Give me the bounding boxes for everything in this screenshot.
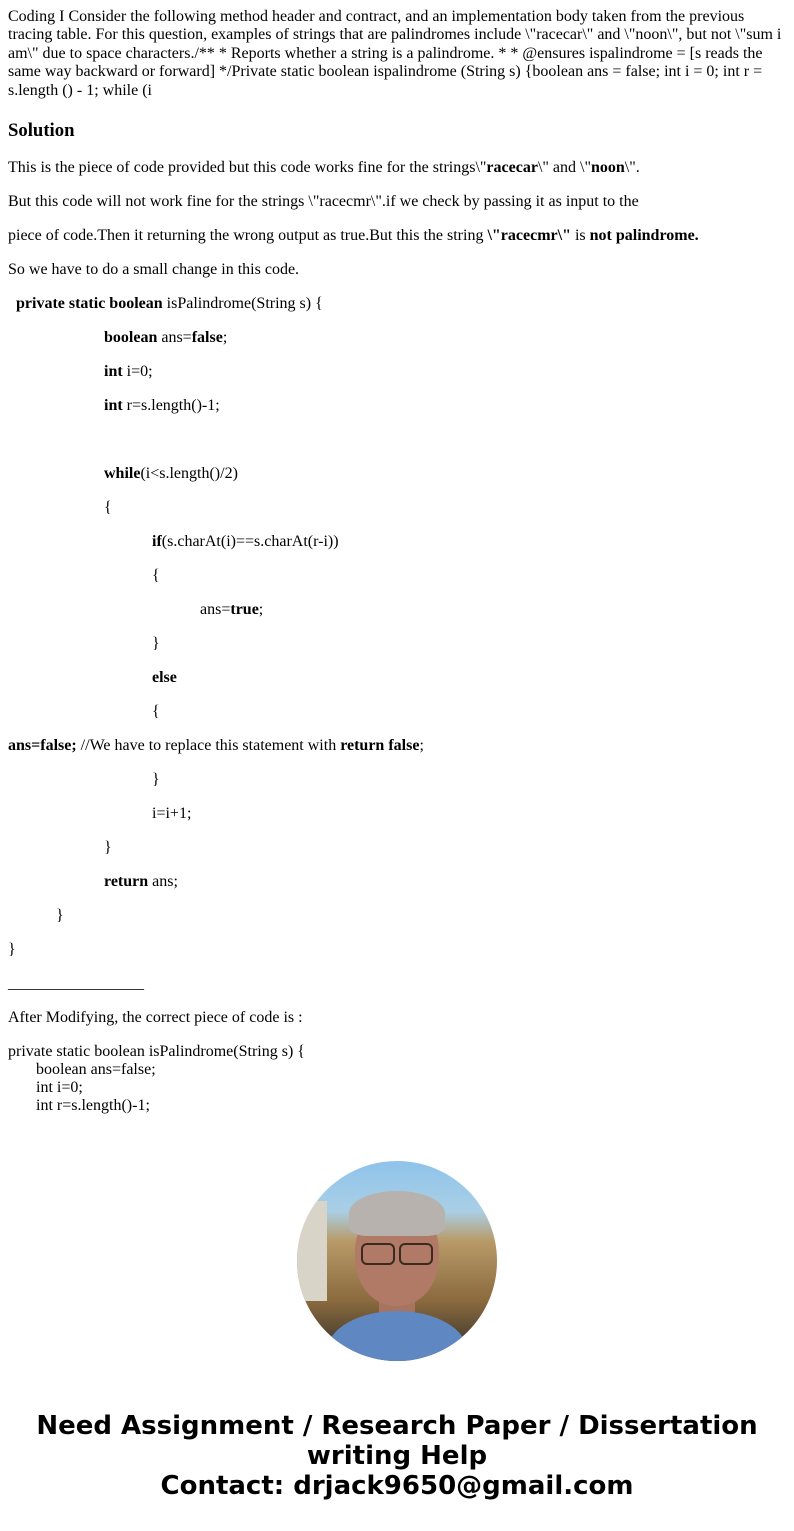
text-segment: ans; (148, 873, 178, 891)
text-segment: r=s.length()-1; (122, 397, 220, 415)
code-line (8, 533, 786, 551)
text-segment: piece of code.Then it returning the wrong output as true.But this the string (8, 227, 488, 245)
code-line (8, 771, 786, 789)
text-segment: But this code will not work fine for the strings \"racecmr\".if we check by passing it as input to the (8, 193, 639, 211)
bold-text: not palindrome. (589, 227, 699, 245)
document (0, 8, 794, 1115)
text-segment: } (8, 941, 16, 959)
text-segment: } (104, 839, 112, 857)
bold-text: int (104, 397, 123, 415)
after-modifying-label: After Modifying, the correct piece of code is : (8, 1009, 303, 1027)
solution-paragraph (8, 261, 786, 279)
code-line (8, 499, 786, 517)
text-segment: is (570, 227, 590, 245)
bold-text: false (191, 329, 223, 347)
text-segment: ; (258, 601, 264, 619)
text-segment: isPalindrome(String s) { (162, 295, 323, 313)
code-line (8, 873, 786, 891)
text-segment: { (152, 703, 160, 721)
bold-text: noon (591, 159, 625, 177)
text-segment: { (152, 567, 160, 585)
text-segment (104, 431, 108, 448)
bold-text: racecar (486, 159, 538, 177)
footer-contact: Contact: drjack9650@gmail.com (160, 1471, 634, 1501)
solution-paragraphs (8, 159, 786, 279)
bold-text: \"racecmr\" (487, 227, 571, 245)
question-text: Coding I Consider the following method header and contract, and an implementation body taken from the previous tracing table. For this question, examples of strings that are palindromes include \"racecar\" and \"noon\", but not \"sum i am\" due to space characters./** * Reports whether a string is a palindrome. * * @ensures ispalindrome = [s reads the same way backward or forward] */Private static boolean ispalindrome (String s) {boolean ans = false; int i = 0; int r = s.length () - 1; while (i (8, 8, 782, 99)
code-line (8, 737, 786, 755)
contact-banner (0, 1411, 794, 1501)
text-segment: i=i+1; (152, 805, 192, 823)
footer-line-2: writing Help (306, 1441, 488, 1471)
bold-text: else (152, 669, 177, 687)
text-segment: ; (222, 329, 228, 347)
code-line (8, 397, 786, 415)
text-segment: ans= (200, 601, 231, 619)
modified-code: private static boolean isPalindrome(String s) { boolean ans=false; int i=0; int r=s.length()-1; (8, 1043, 305, 1115)
code-line (8, 329, 786, 347)
code-line (8, 941, 786, 959)
bold-text: return (104, 873, 149, 891)
code-line (8, 465, 786, 483)
text-segment: //We have to replace this statement with (76, 737, 341, 755)
bold-text: int (104, 363, 123, 381)
text-segment: \" and \" (537, 159, 591, 177)
author-photo (297, 1161, 497, 1361)
code-line (8, 669, 786, 687)
code-line (8, 295, 786, 313)
separator-line: _________________ (8, 975, 144, 993)
footer-line-1: Need Assignment / Research Paper / Dissertation (36, 1411, 758, 1441)
bold-text: private static boolean (16, 295, 163, 313)
bold-text: return false (340, 737, 420, 755)
text-segment: (i<s.length()/2) (140, 465, 238, 483)
solution-paragraph (8, 227, 786, 245)
code-line (8, 635, 786, 653)
solution-paragraph (8, 193, 786, 211)
text-segment: } (56, 907, 64, 925)
code-line (8, 839, 786, 857)
text-segment: \". (624, 159, 640, 177)
text-segment: ans= (157, 329, 192, 347)
bold-text: while (104, 465, 141, 483)
text-segment: (s.charAt(i)==s.charAt(r-i)) (161, 533, 339, 551)
code-line (8, 703, 786, 721)
code-line (8, 601, 786, 619)
text-segment: This is the piece of code provided but this code works fine for the strings\" (8, 159, 487, 177)
code-line (8, 431, 786, 449)
solution-heading: Solution (8, 120, 75, 142)
text-segment: } (152, 771, 160, 789)
text-segment: { (104, 499, 112, 517)
text-segment: ; (419, 737, 424, 755)
code-line (8, 567, 786, 585)
bold-text: ans=false; (8, 737, 77, 755)
code-line (8, 363, 786, 381)
bold-text: true (230, 601, 259, 619)
original-code (8, 295, 786, 959)
bold-text: boolean (104, 329, 158, 347)
code-line (8, 805, 786, 823)
text-segment: } (152, 635, 160, 653)
solution-paragraph (8, 159, 786, 177)
text-segment: i=0; (122, 363, 153, 381)
bold-text: if (152, 533, 162, 551)
code-line (8, 907, 786, 925)
text-segment: So we have to do a small change in this code. (8, 261, 300, 279)
